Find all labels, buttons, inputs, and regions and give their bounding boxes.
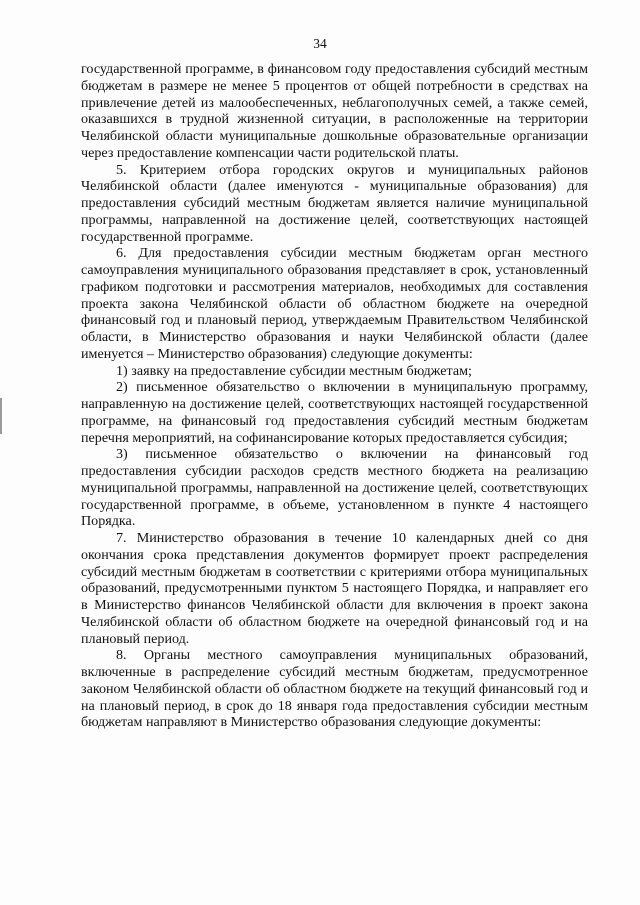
scan-edge-mark [0,398,2,434]
subitem-1: 1) заявку на предоставление субсидии местным бюджетам; [116,362,472,379]
paragraph-item-7: 7. Министерство образования в течение 10 календарных дней со дня окончания срока представления документов формирует проект распределения субсидий местным бюджетам в соответствии с критериями отбора муниципальных образований, предусмотренными пунктом 5 настоящего Порядка, и направляет его в Министерство финансов Челябинской области для включения в проект закона Челябинской области об областном бюджете на очередной финансовый год и на плановый период. [81,530,588,647]
document-body [81,61,588,731]
paragraph-item-5: 5. Критерием отбора городских округов и муниципальных районов Челябинской области (далее именуются - муниципальные образования) для предоставления субсидий местным бюджетам является наличие муниципальной программы, направленной на достижение целей, соответствующих настоящей государственной программе. [81,161,588,245]
page-number: 34 [313,36,327,51]
paragraph-item-8: 8. Органы местного самоуправления муниципальных образований, включенные в распределение субсидий местным бюджетам, предусмотренное законом Челябинской области об областном бюджете на текущий финансовый год и на плановый период, в срок до 18 января года предоставления субсидии местным бюджетам направляют в Министерство образования следующие документы: [81,647,588,731]
subitem-3: 3) письменное обязательство о включении на финансовый год предоставления субсидии расходов средств местного бюджета на реализацию муниципальной программы, направленной на достижение целей, соответствующих государственной программе, в объеме, установленном в пункте 4 настоящего Порядка. [81,446,588,530]
paragraph-item-6: 6. Для предоставления субсидии местным бюджетам орган местного самоуправления муниципального образования представляет в срок, установленный графиком подготовки и рассмотрения материалов, необходимых для составления проекта закона Челябинской области об областном бюджете на очередной финансовый год и плановый период, утверждаемым Правительством Челябинской области, в Министерство образования и науки Челябинской области (далее именуется – Министерство образования) следующие документы: [81,245,588,362]
paragraph-continuation: государственной программе, в финансовом году предоставления субсидий местным бюджетам в размере не менее 5 процентов от общей потребности в средствах на привлечение детей из малообеспеченных, неблагополучных семей, а также семей, оказавшихся в трудной жизненной ситуации, в расположенные на территории Челябинской области муниципальные дошкольные образовательные организации через предоставление компенсации части родительской платы. [81,61,588,161]
subitem-2: 2) письменное обязательство о включении в муниципальную программу, направленную на достижение целей, соответствующих настоящей государственной программе, на финансовый год предоставления субсидий местным бюджетам перечня мероприятий, на софинансирование которых предоставляется субсидия; [81,379,588,446]
